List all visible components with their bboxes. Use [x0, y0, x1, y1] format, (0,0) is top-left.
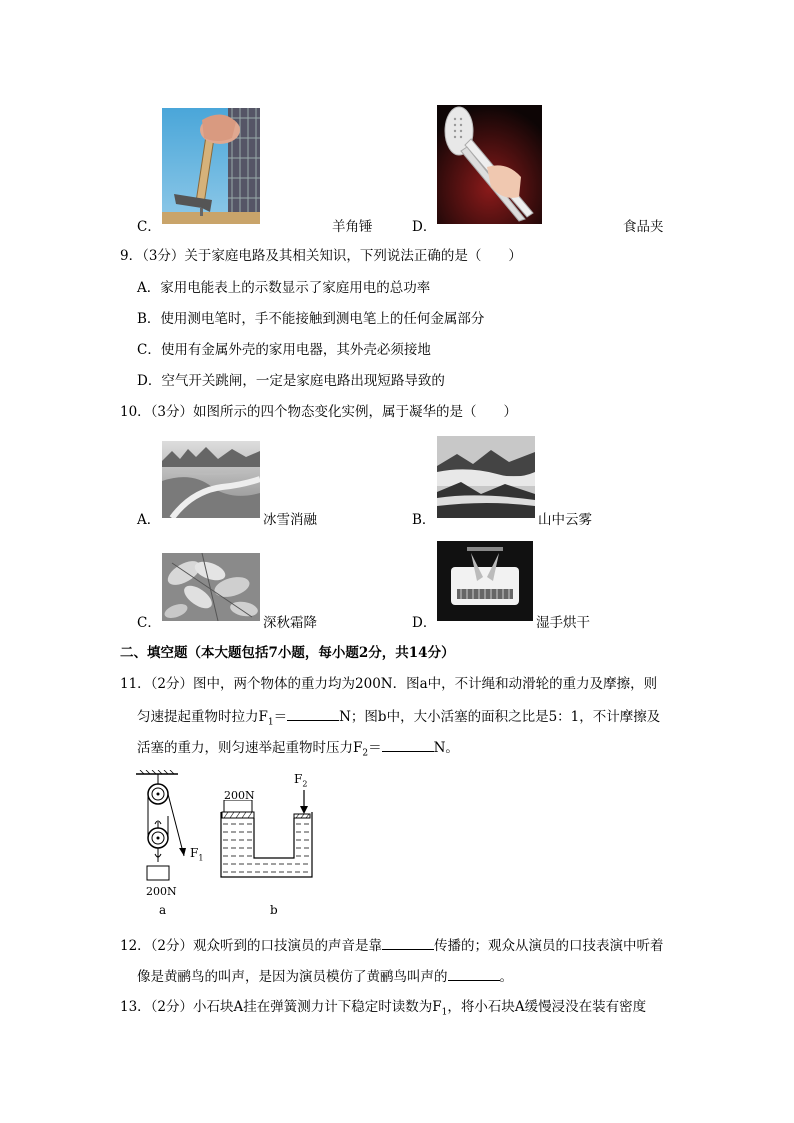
q11-sub-2: 2 [362, 748, 369, 759]
q10-option-d-label: 湿手烘干 [536, 615, 590, 631]
answer-blank-f2[interactable] [382, 737, 434, 752]
figure-b-force-label: $F_2$ [294, 772, 308, 789]
q11-text-d: 活塞的重力，则匀速举起重物时压力F [137, 740, 363, 756]
hand-dryer-photo [437, 541, 533, 621]
question-9-option-c: C．使用有金属外壳的家用电器，其外壳必须接地 [137, 342, 431, 358]
q11-text-c: N；图b中，大小活塞的面积之比是5：1，不计摩擦及 [339, 709, 661, 725]
q8-option-c-label: 羊角锤 [332, 219, 373, 235]
question-9-option-d: D．空气开关跳闸，一定是家庭电路出现短路导致的 [137, 373, 445, 389]
figure-b-weight-label: 200N [224, 789, 255, 802]
question-12-line-1: 12．（2分）观众听到的口技演员的声音是靠 传播的；观众从演员的口技表演中听着 [120, 935, 664, 956]
figure-a-force-label: $F_1$ [190, 846, 204, 863]
q10-option-a-letter: A． [137, 512, 161, 528]
question-11-line-1: 11．（2分）图中，两个物体的重力均为200N．图a中，不计绳和动滑轮的重力及摩擦，则 [120, 676, 658, 692]
q10-option-c-label: 深秋霜降 [263, 615, 317, 631]
food-tongs-photo [437, 105, 542, 224]
q8-option-d-label: 食品夹 [623, 219, 664, 235]
question-9-stem: 9．（3分）关于家庭电路及其相关知识，下列说法正确的是（ ） [120, 248, 522, 264]
figure-a-caption: a [159, 903, 167, 917]
figure-b-caption: b [270, 903, 278, 917]
q8-option-c-letter: C． [137, 219, 161, 235]
q11-sub-1: 1 [267, 717, 274, 728]
q8-option-d-letter: D． [412, 219, 437, 235]
question-13-line-1: 13．（2分）小石块A挂在弹簧测力计下稳定时读数为$F_1$，将小石块A缓慢浸没在装有密度 [120, 999, 647, 1018]
answer-blank-f1[interactable] [287, 706, 339, 721]
q10-option-b-letter: B． [412, 512, 436, 528]
q11-text-e: N。 [433, 740, 459, 756]
claw-hammer-photo [162, 108, 260, 224]
force-f2-arrow [299, 790, 309, 814]
question-11-line-2 [137, 706, 660, 733]
q10-option-c-letter: C． [137, 615, 161, 631]
question-12-line-2: 像是黄鹂鸟的叫声，是因为演员模仿了黄鹂鸟叫声的 。 [137, 966, 513, 987]
answer-blank-q12-1[interactable] [382, 935, 434, 950]
question-11-line-3 [137, 737, 459, 764]
figure-a-weight-label: 200N [146, 885, 177, 898]
section-2-heading: 二、填空题（本大题包括7小题，每小题2分，共14分） [120, 645, 455, 661]
question-9-option-a: A．家用电能表上的示数显示了家庭用电的总功率 [137, 280, 431, 296]
question-10-stem: 10．（3分）如图所示的四个物态变化实例，属于凝华的是（ ） [120, 404, 518, 420]
q10-option-d-letter: D． [412, 615, 437, 631]
melting-snow-photo [162, 441, 260, 518]
q10-option-b-label: 山中云雾 [538, 512, 592, 528]
answer-blank-q12-2[interactable] [448, 966, 500, 981]
q11-text-eq: ＝ [273, 709, 288, 725]
frost-leaves-photo [162, 553, 260, 621]
q11-text-a: 匀速提起重物时拉力F [137, 709, 268, 725]
mountain-fog-photo [437, 436, 535, 518]
question-9-option-b: B．使用测电笔时，手不能接触到测电笔上的任何金属部分 [137, 311, 485, 327]
q10-option-a-label: 冰雪消融 [263, 512, 317, 528]
q11-text-eq2: ＝ [368, 740, 382, 756]
